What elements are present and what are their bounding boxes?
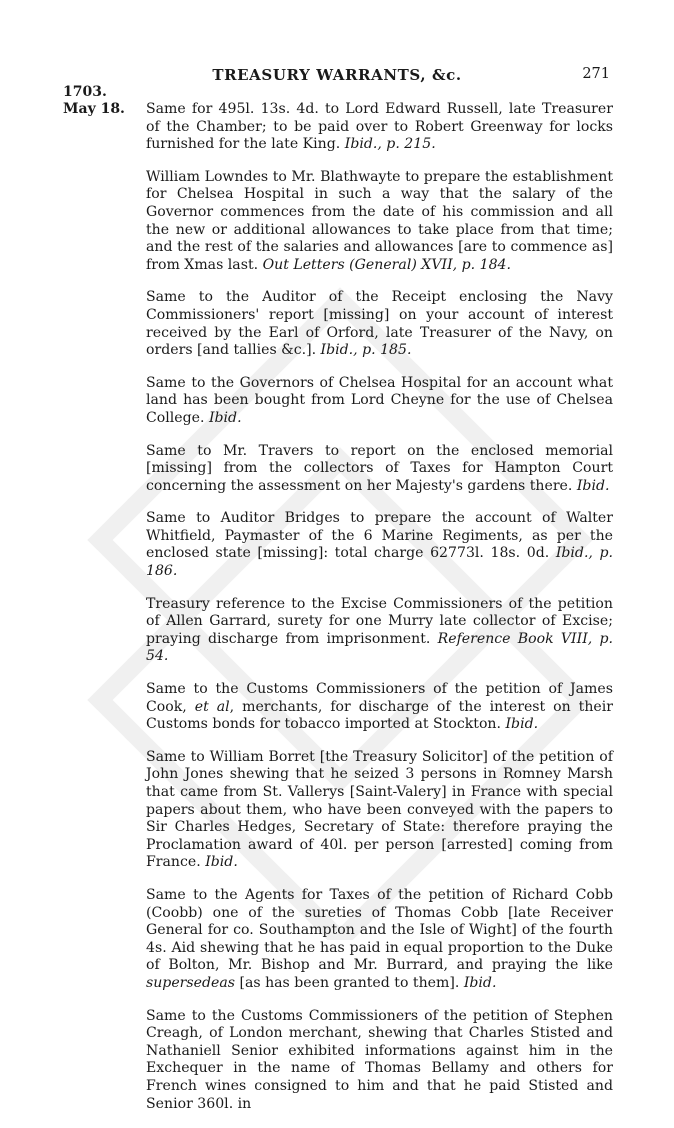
margin-date: May 18.: [63, 101, 125, 117]
entry-7-reference: Reference Book VIII, p. 54.: [146, 630, 613, 665]
page-number: 271: [582, 66, 610, 82]
margin-year: 1703.: [63, 84, 107, 100]
entry-11: Same to the Customs Commissioners of the petition of Stephen Creagh, of London merchant, shewing that Charles Stisted and Nathaniell Senior exhibited informations against him in the Exchequer in the name of Thomas Bellamy and others for French wines consigned to him and that he paid Stisted and Senior 360l. in: [146, 1007, 613, 1112]
entry-3-reference: Ibid., p. 185.: [320, 342, 412, 359]
entry-9: Same to William Borret [the Treasury Solicitor] of the petition of John Jones shewing that he seized 3 persons in Romney Marsh that came from St. Vallerys [Saint-Valery] in France with special papers about them, who have been conveyed with the papers to Sir Charles Hedges, Secretary of State: therefore praying the Proclamation award of 40l. per person [arrested] coming from France. Ibid.: [146, 748, 613, 871]
entry-6-reference: Ibid., p. 186.: [146, 545, 614, 580]
entry-8: Same to the Customs Commissioners of the petition of James Cook, et al, merchants, for discharge of the interest on their Customs bonds for tobacco imported at Stockton. Ibid.: [146, 681, 613, 733]
entry-5-reference: Ibid.: [576, 477, 610, 494]
entry-4: Same to the Governors of Chelsea Hospital for an account what land has been bought from Lord Cheyne for the use of Chelsea College. Ibid.: [146, 374, 613, 426]
entry-7: Treasury reference to the Excise Commissioners of the petition of Allen Garrard, surety for one Murry late collector of Excise; praying discharge from imprisonment. Reference Book VIII, p. 54.: [146, 595, 613, 665]
entry-1-reference: Ibid., p. 215.: [344, 136, 436, 153]
entry-10-reference: Ibid.: [463, 974, 497, 991]
entry-3: Same to the Auditor of the Receipt enclosing the Navy Commissioners' report [missing] on your account of interest received by the Earl of Orford, late Treasurer of the Navy, on orders [and tallies &c.]. Ibid., p. 185.: [146, 289, 613, 359]
entry-5: Same to Mr. Travers to report on the enclosed memorial [missing] from the collectors of Taxes for Hampton Court concerning the assessment on her Majesty's gardens there. Ibid.: [146, 442, 613, 494]
entry-2-reference: Out Letters (General) XVII, p. 184.: [262, 256, 511, 273]
entry-10: Same to the Agents for Taxes of the petition of Richard Cobb (Coobb) one of the sureties of Thomas Cobb [late Receiver General for co. Southampton and the Isle of Wight] of the fourth 4s. Aid shewing that he has paid in equal proportion to the Duke of Bolton, Mr. Bishop and Mr. Burrard, and praying the like supersedeas [as has been granted to them]. Ibid.: [146, 886, 613, 991]
entry-6: Same to Auditor Bridges to prepare the account of Walter Whitfield, Paymaster of the 6 Marine Regiments, as per the enclosed state [missing]: total charge 62773l. 18s. 0d. Ibid., p. 186.: [146, 510, 614, 580]
entries-column: [146, 101, 613, 1128]
entry-1: Same for 495l. 13s. 4d. to Lord Edward Russell, late Treasurer of the Chamber; to be paid over to Robert Greenway for locks furnished for the late King. Ibid., p. 215.: [146, 101, 613, 153]
running-head: TREASURY WARRANTS, &c.: [212, 66, 462, 84]
entry-2: William Lowndes to Mr. Blathwayte to prepare the establishment for Chelsea Hospital in such a way that the salary of the Governor commences from the date of his commission and all the new or additional allowances to take place from that time; and the rest of the salaries and allowances [are to commence as] from Xmas last. Out Letters (General) XVII, p. 184.: [146, 168, 613, 273]
entry-9-reference: Ibid.: [205, 854, 238, 871]
entry-4-reference: Ibid.: [208, 409, 242, 426]
entry-8-reference: Ibid.: [505, 716, 539, 733]
